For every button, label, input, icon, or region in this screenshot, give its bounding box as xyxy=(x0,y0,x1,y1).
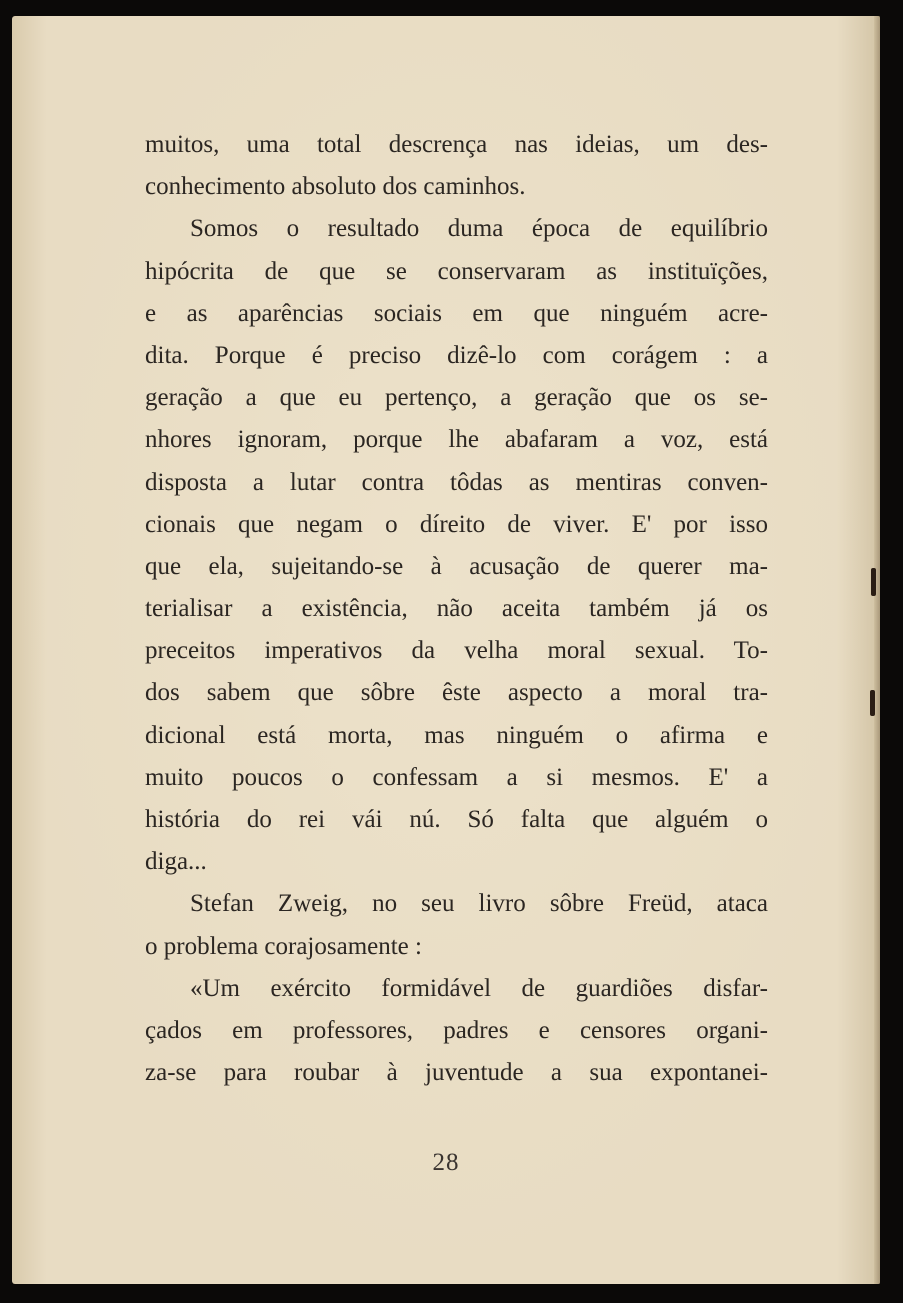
text-line: diga... xyxy=(145,848,207,876)
text-line: disposta a lutar contra tôdas as mentiras conven- xyxy=(145,468,768,496)
text-line: preceitos imperativos da velha moral sexual. To- xyxy=(145,637,768,665)
text-line: Stefan Zweig, no seu livro sôbre Freüd, ataca xyxy=(190,890,768,918)
text-line: que ela, sujeitando-se à acusação de querer ma- xyxy=(145,552,768,580)
book-page xyxy=(12,16,880,1284)
page-edge xyxy=(874,16,880,1284)
text-line: cionais que negam o díreito de viver. E' por isso xyxy=(145,510,768,538)
text-line: hipócrita de que se conservaram as instituïções, xyxy=(145,257,768,285)
text-line: za-se para roubar à juventude a sua expontanei- xyxy=(145,1059,768,1087)
text-line: conhecimento absoluto dos caminhos. xyxy=(145,173,526,201)
text-line: Somos o resultado duma época de equilíbrio xyxy=(190,215,768,243)
text-line: dos sabem que sôbre êste aspecto a moral tra- xyxy=(145,679,768,707)
text-line: dita. Porque é preciso dizê-lo com corágem : a xyxy=(145,341,768,369)
text-line: história do rei vái nú. Só falta que alguém o xyxy=(145,806,768,833)
page-mark xyxy=(870,690,875,716)
text-line: e as aparências sociais em que ninguém acre- xyxy=(145,299,768,327)
page-mark xyxy=(871,568,876,596)
text-line: «Um exército formidável de guardiões disfar- xyxy=(190,974,768,1002)
text-line: muito poucos o confessam a si mesmos. E' a xyxy=(145,763,768,791)
text-line: muitos, uma total descrença nas ideias, um des- xyxy=(145,131,768,158)
text-line: nhores ignoram, porque lhe abafaram a voz, está xyxy=(145,426,768,454)
body-text xyxy=(145,124,768,1094)
text-line: dicional está morta, mas ninguém o afirma e xyxy=(145,721,768,749)
text-line: terialisar a existência, não aceita também já os xyxy=(145,595,768,623)
text-line: geração a que eu pertenço, a geração que os se- xyxy=(145,384,768,412)
page-number: 28 xyxy=(432,1149,460,1176)
text-line: çados em professores, padres e censores organi- xyxy=(145,1016,768,1044)
text-line: o problema corajosamente : xyxy=(145,932,422,960)
